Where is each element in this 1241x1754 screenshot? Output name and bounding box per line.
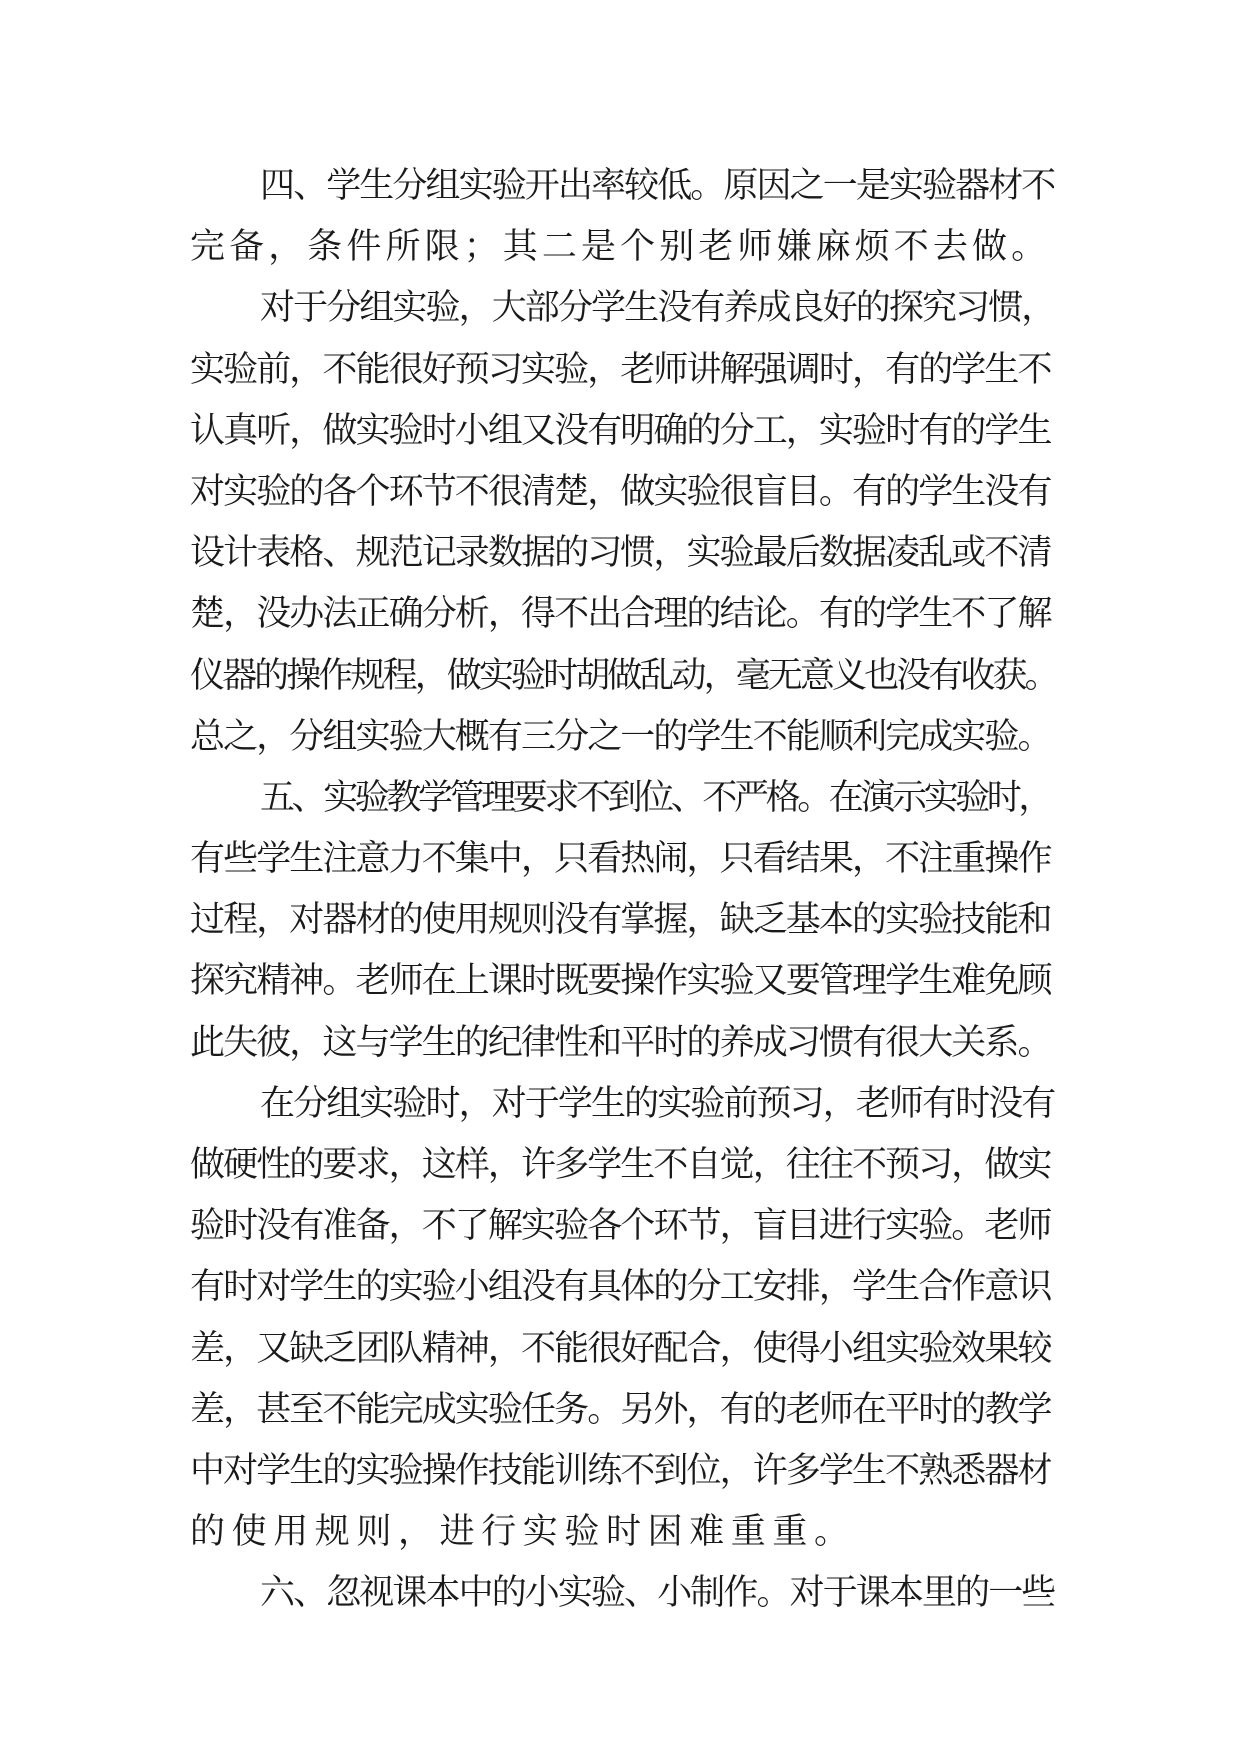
text-line: 过程，对器材的使用规则没有掌握，缺乏基本的实验技能和 (190, 900, 1051, 941)
text-line: 此失彼，这与学生的纪律性和平时的养成习惯有很大关系。 (190, 1022, 1051, 1063)
text-line: 做硬性的要求，这样，许多学生不自觉，往往不预习，做实 (190, 1145, 1051, 1185)
text-line: 有些学生注意力不集中，只看热闹，只看结果，不注重操作 (190, 839, 1051, 880)
text-line: 楚，没办法正确分析，得不出合理的结论。有的学生不了解 (190, 594, 1051, 635)
text-line: 四、学生分组实验开出率较低。原因之一是实验器材不 (260, 166, 1055, 206)
paragraph-group-experiments (190, 278, 1060, 768)
text-line: 在分组实验时，对于学生的实验前预习，老师有时没有 (260, 1083, 1055, 1124)
paragraph-section-five (190, 768, 1060, 1074)
text-line: 认真听，做实验时小组又没有明确的分工，实验时有的学生 (190, 410, 1051, 451)
text-line: 差，又缺乏团队精神，不能很好配合，使得小组实验效果较 (190, 1328, 1051, 1369)
text-line: 实验前，不能很好预习实验，老师讲解强调时，有的学生不 (190, 349, 1051, 390)
text-line: 对实验的各个环节不很清楚，做实验很盲目。有的学生没有 (190, 471, 1051, 512)
text-line: 仪器的操作规程，做实验时胡做乱动，毫无意义也没有收获。 (190, 655, 1057, 696)
document-body (190, 156, 1060, 1625)
text-line: 对于分组实验，大部分学生没有养成良好的探究习惯， (260, 288, 1055, 329)
text-line: 完备，条件所限；其二是个别老师嫌麻烦不去做。 (190, 227, 1051, 268)
text-line: 探究精神。老师在上课时既要操作实验又要管理学生难免顾 (190, 961, 1051, 1002)
text-line: 五、实验教学管理要求不到位、不严格。在演示实验时， (260, 777, 1051, 818)
paragraph-section-six (190, 1563, 1060, 1624)
text-line: 验时没有准备，不了解实验各个环节，盲目进行实验。老师 (190, 1206, 1051, 1247)
text-line: 六、忽视课本中的小实验、小制作。对于课本里的一些 (260, 1573, 1055, 1614)
text-line: 的使用规则，进行实验时困难重重。 (190, 1512, 856, 1553)
text-line: 差，甚至不能完成实验任务。另外，有的老师在平时的教学 (190, 1389, 1051, 1430)
text-line: 总之，分组实验大概有三分之一的学生不能顺利完成实验。 (190, 716, 1051, 757)
text-line: 设计表格、规范记录数据的习惯，实验最后数据凌乱或不清 (190, 533, 1051, 574)
paragraph-group-preview (190, 1074, 1060, 1564)
text-line: 中对学生的实验操作技能训练不到位，许多学生不熟悉器材 (190, 1450, 1051, 1491)
text-line: 有时对学生的实验小组没有具体的分工安排，学生合作意识 (190, 1267, 1051, 1308)
paragraph-section-four (190, 156, 1060, 278)
